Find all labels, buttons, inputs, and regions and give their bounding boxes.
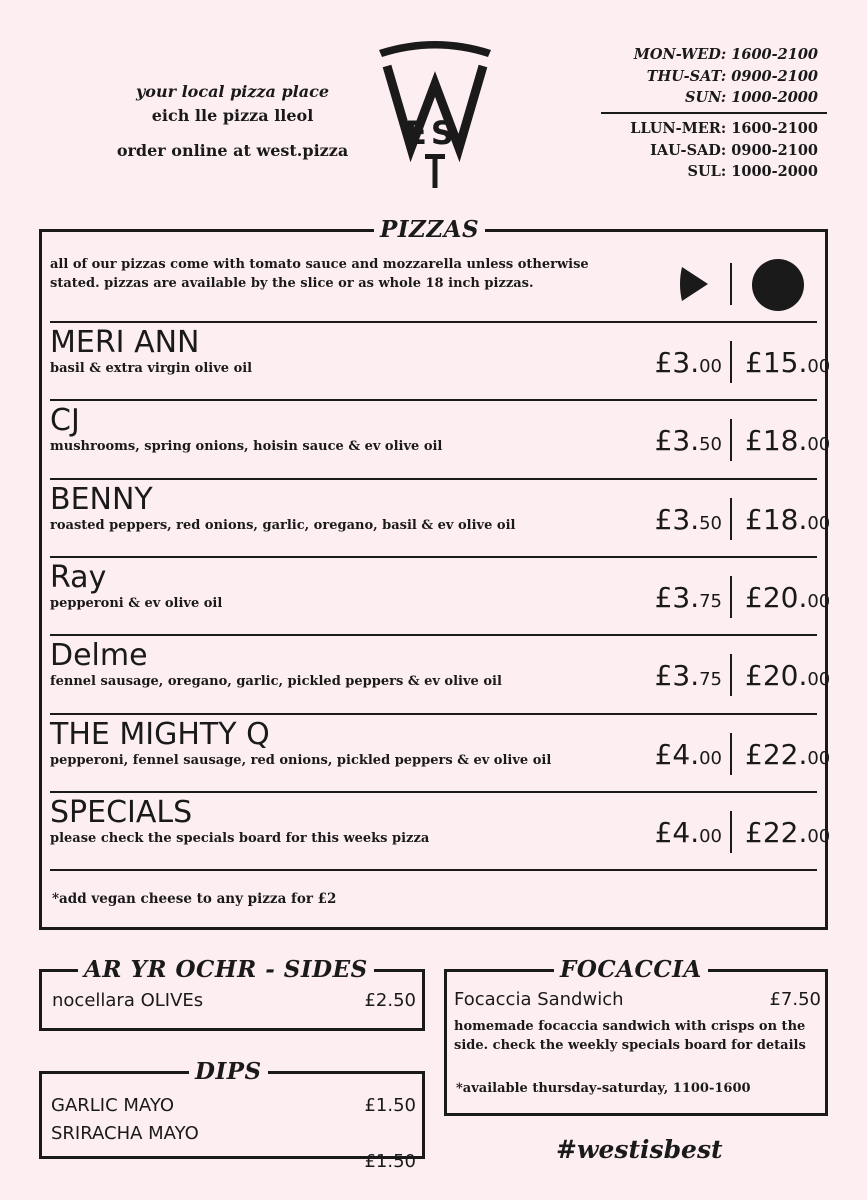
- whole-price-pence: 00: [807, 434, 831, 456]
- pizza-name: Ray: [50, 559, 107, 595]
- pizza-description: pepperoni, fennel sausage, red onions, pickled peppers & ev olive oil: [50, 752, 552, 768]
- pizza-description: mushrooms, spring onions, hoisin sauce & ev olive oil: [50, 439, 443, 455]
- whole-pizza-price: [745, 817, 830, 853]
- divider: [50, 713, 817, 715]
- pizza-name: CJ: [50, 403, 80, 439]
- whole-pizza-price: [745, 660, 830, 696]
- whole-price-pounds: £18.: [745, 502, 808, 536]
- pizza-name: Delme: [50, 638, 148, 674]
- whole-pizza-price: [745, 582, 830, 618]
- whole-price-pounds: £22.: [745, 737, 808, 771]
- sides-title: AR YR OCHR - SIDES: [78, 957, 374, 983]
- focaccia-description: homemade focaccia sandwich with crisps on the side. check the weekly specials board for details: [454, 1019, 806, 1053]
- slice-price-pounds: £4.: [654, 815, 700, 849]
- slice-price-pence: 00: [699, 747, 722, 769]
- side-item-name: nocellara OLIVEs: [52, 990, 204, 1011]
- tagline-english: your local pizza place: [135, 82, 330, 101]
- divider: [50, 478, 817, 480]
- pizza-description: fennel sausage, oregano, garlic, pickled peppers & ev olive oil: [50, 674, 502, 690]
- pizza-slice-icon: [680, 265, 710, 303]
- logo-t: [425, 154, 445, 190]
- whole-price-pence: 00: [807, 512, 831, 534]
- dip-item-name: GARLIC MAYO: [51, 1095, 175, 1116]
- price-divider: [730, 811, 732, 853]
- pizza-name: MERI ANN: [50, 325, 200, 360]
- opening-hours-welsh: LLUN-MER: 1600-2100 IAU-SAD: 0900-2100 SUL: 1000-2000: [630, 120, 818, 180]
- slice-price-pence: 50: [699, 434, 722, 456]
- slice-price-pence: 00: [699, 356, 722, 377]
- hashtag: #westisbest: [556, 1135, 723, 1164]
- price-divider: [730, 498, 732, 540]
- hours-divider: [601, 112, 827, 114]
- pizza-description: basil & extra virgin olive oil: [50, 361, 253, 376]
- slice-price: [655, 347, 722, 383]
- whole-pizza-price: [745, 739, 830, 775]
- price-divider: [730, 733, 732, 775]
- pizza-description: please check the specials board for this weeks pizza: [50, 830, 430, 846]
- tagline-welsh: eich lle pizza lleol: [151, 106, 314, 125]
- whole-price-pence: 00: [807, 747, 831, 769]
- whole-price-pence: 00: [807, 669, 831, 691]
- focaccia-item-price: £7.50: [769, 989, 821, 1010]
- dip-item-price: £1.50: [364, 1095, 416, 1116]
- whole-pizza-price: [745, 425, 830, 461]
- price-divider: [730, 576, 732, 618]
- focaccia-availability-note: *available thursday-saturday, 1100-1600: [456, 1081, 751, 1096]
- dip-item-name: SRIRACHA MAYO: [51, 1123, 199, 1144]
- price-divider: [730, 341, 732, 383]
- side-item-price: £2.50: [364, 990, 416, 1011]
- slice-price-pounds: £3.: [654, 424, 700, 458]
- slice-price: [655, 582, 722, 618]
- divider: [50, 399, 817, 401]
- pizza-name: BENNY: [50, 481, 153, 517]
- focaccia-title: FOCACCIA: [554, 957, 708, 983]
- whole-price-pence: 00: [807, 590, 831, 612]
- divider: [50, 634, 817, 636]
- whole-price-pounds: £18.: [745, 424, 808, 458]
- slice-price-pounds: £3.: [654, 659, 700, 693]
- whole-price-pounds: £22.: [745, 815, 808, 849]
- icon-divider: [730, 263, 732, 305]
- price-divider: [730, 419, 732, 461]
- pizzas-intro: all of our pizzas come with tomato sauce and mozzarella unless otherwise stated. pizzas are available by the slice or as whole 18 inch pizzas.: [50, 257, 589, 291]
- slice-price: [655, 817, 722, 853]
- slice-price-pounds: £3.: [654, 580, 700, 614]
- price-divider: [730, 654, 732, 696]
- whole-price-pence: 00: [807, 825, 831, 847]
- whole-pizza-icon: [751, 258, 805, 312]
- slice-price-pence: 00: [699, 825, 722, 847]
- dips-title: DIPS: [189, 1059, 268, 1085]
- divider: [50, 791, 817, 793]
- slice-price: [655, 504, 722, 540]
- whole-price-pounds: £20.: [745, 580, 808, 614]
- slice-price: [655, 660, 722, 696]
- pizza-name: THE MIGHTY Q: [50, 716, 270, 752]
- logo-es: ES: [405, 114, 458, 152]
- slice-price-pounds: £3.: [654, 502, 700, 536]
- slice-price-pounds: £4.: [654, 737, 700, 771]
- pizza-description: roasted peppers, red onions, garlic, oregano, basil & ev olive oil: [50, 517, 516, 533]
- slice-price-pounds: £3.: [654, 346, 700, 379]
- whole-pizza-price: [745, 504, 830, 540]
- vegan-note: *add vegan cheese to any pizza for £2: [52, 891, 337, 907]
- whole-price-pence: 00: [807, 356, 831, 377]
- slice-price-pence: 75: [699, 669, 722, 691]
- pizzas-title: PIZZAS: [374, 217, 485, 243]
- order-online-text: order online at west.pizza: [116, 141, 349, 160]
- dip-item-price: £1.50: [364, 1151, 416, 1172]
- slice-price: [655, 739, 722, 775]
- slice-price-pence: 75: [699, 590, 722, 612]
- pizza-name: SPECIALS: [50, 794, 193, 830]
- whole-price-pounds: £15.: [745, 346, 808, 379]
- opening-hours-english: MON-WED: 1600-2100 THU-SAT: 0900-2100 SUN: 1000-2000: [633, 46, 818, 106]
- divider: [50, 869, 817, 871]
- slice-price: [655, 425, 722, 461]
- slice-price-pence: 50: [699, 512, 722, 534]
- whole-pizza-price: [745, 347, 830, 383]
- divider: [50, 321, 817, 323]
- whole-price-pounds: £20.: [745, 659, 808, 693]
- divider: [50, 556, 817, 558]
- pizza-description: pepperoni & ev olive oil: [50, 595, 223, 611]
- focaccia-item-name: Focaccia Sandwich: [454, 989, 624, 1010]
